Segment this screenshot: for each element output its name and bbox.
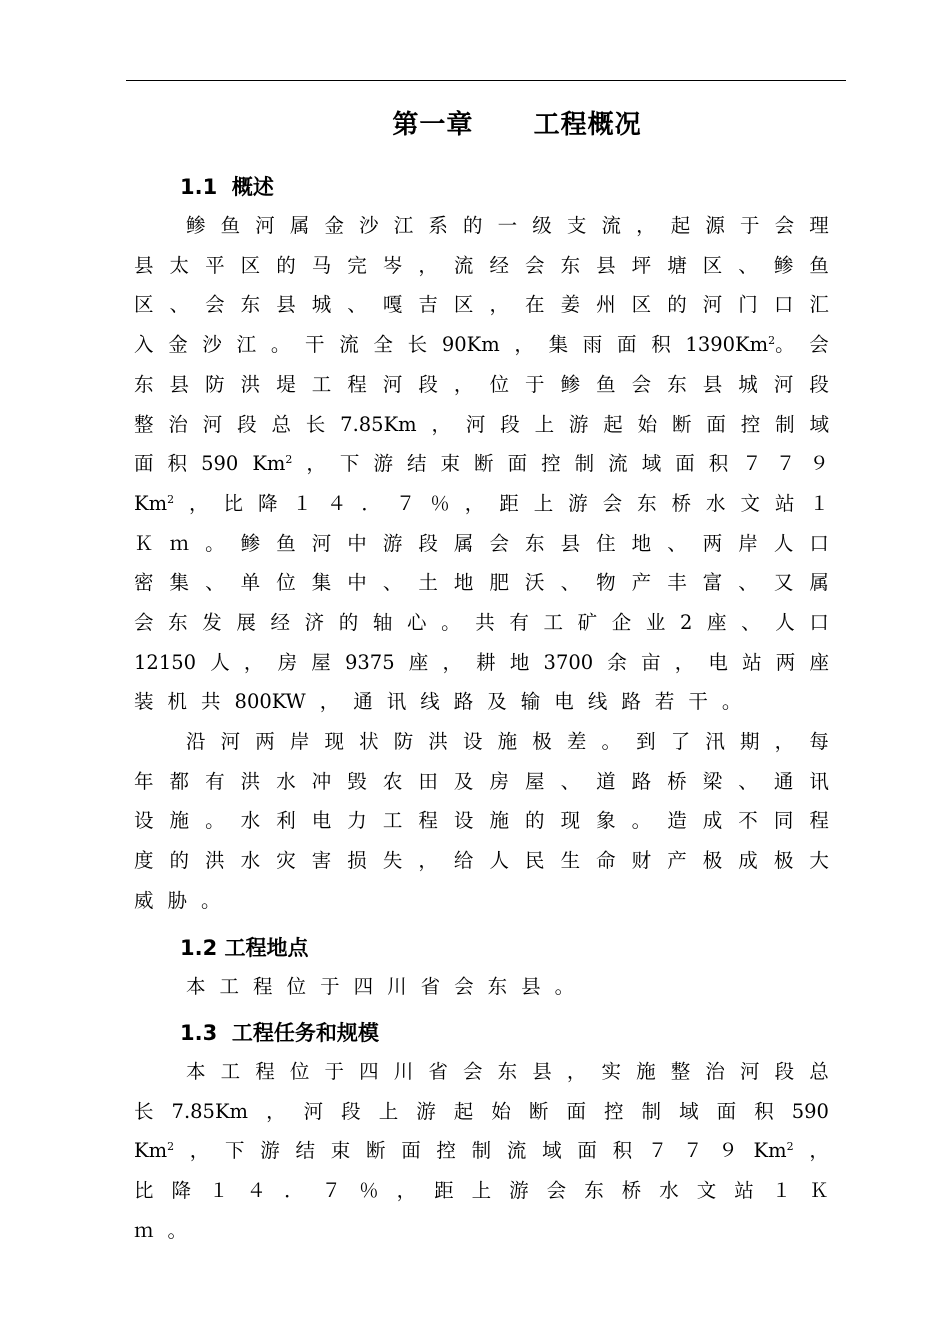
section-1-3-paragraph-1: [134, 1052, 829, 1251]
text-line: Ｋ ｍ 。 鲹 鱼 河 中 游 段 属 会 东 县 住 地 、 两 岸 人 口: [134, 531, 829, 555]
text-line: 本 工 程 位 于 四 川 省 会 东 县 ， 实 施 整 治 河 段 总: [186, 1060, 829, 1083]
text-line: 鲹 鱼 河 属 金 沙 江 系 的 一 级 支 流 ， 起 源 于 会 理: [186, 214, 829, 237]
text-line: 入 金 沙 江 。 干 流 全 长 90Km ， 集 雨 面 积 1390Km$^2$。 会: [134, 333, 829, 357]
section-1-1-paragraph-1: [134, 206, 829, 722]
text-line: Km$^2$ ， 下 游 结 束 断 面 控 制 流 域 面 积 ７ ７ ９ Km$^2$ ，: [134, 1139, 829, 1163]
text-line: 度 的 洪 水 灾 害 损 失 ， 给 人 民 生 命 财 产 极 成 极 大: [134, 849, 829, 873]
text-line: 密 集 、 单 位 集 中 、 土 地 肥 沃 、 物 产 丰 富 、 又 属: [134, 571, 829, 595]
text-line: 县 太 平 区 的 马 完 岑 ， 流 经 会 东 县 坪 塘 区 、 鲹 鱼: [134, 253, 829, 277]
text-line: 整 治 河 段 总 长 7.85Km ， 河 段 上 游 起 始 断 面 控 制 域: [134, 412, 829, 436]
text-line: 区 、 会 东 县 城 、 嘎 吉 区 ， 在 姜 州 区 的 河 门 口 汇: [134, 293, 829, 317]
section-1-2-paragraph-1: [134, 967, 829, 1007]
section-heading-1-1: 1.1 概述: [180, 175, 274, 199]
section-1-1-paragraph-2: [134, 722, 829, 921]
text-line: 装 机 共 800KW ， 通 讯 线 路 及 输 电 线 路 若 干 。: [134, 690, 742, 714]
text-line: 12150 人 ， 房 屋 9375 座 ， 耕 地 3700 余 亩 ， 电 站 两 座: [134, 650, 829, 674]
text-line: Km$^2$ ， 比 降 １ ４ ． ７ ％ ， 距 上 游 会 东 桥 水 文 站 １: [134, 491, 829, 515]
text-line: 比 降 １ ４ ． ７ ％ ， 距 上 游 会 东 桥 水 文 站 １ Ｋ: [134, 1179, 829, 1203]
text-line: 本 工 程 位 于 四 川 省 会 东 县 。: [186, 975, 575, 998]
text-line: 面 积 590 Km$^2$ ， 下 游 结 束 断 面 控 制 流 域 面 积 ７ ７ ９: [134, 452, 829, 476]
text-line: 长 7.85Km ， 河 段 上 游 起 始 断 面 控 制 域 面 积 590: [134, 1099, 829, 1123]
text-line: 威 胁 。: [134, 888, 221, 912]
text-line: 年 都 有 洪 水 冲 毁 农 田 及 房 屋 、 道 路 桥 梁 、 通 讯: [134, 769, 829, 793]
text-line: ｍ 。: [134, 1218, 188, 1242]
chapter-title: 第一章 工程概况: [392, 110, 642, 140]
section-heading-1-3: 1.3 工程任务和规模: [180, 1021, 379, 1045]
text-line: 会 东 发 展 经 济 的 轴 心 。 共 有 工 矿 企 业 2 座 、 人 口: [134, 611, 829, 635]
text-line: 沿 河 两 岸 现 状 防 洪 设 施 极 差 。 到 了 汛 期 ， 每: [186, 730, 829, 753]
header-rule: [126, 80, 846, 81]
text-line: 东 县 防 洪 堤 工 程 河 段 ， 位 于 鲹 鱼 会 东 县 城 河 段: [134, 372, 829, 396]
section-heading-1-2: 1.2 工程地点: [180, 936, 309, 960]
text-line: 设 施 。 水 利 电 力 工 程 设 施 的 现 象 。 造 成 不 同 程: [134, 809, 829, 833]
